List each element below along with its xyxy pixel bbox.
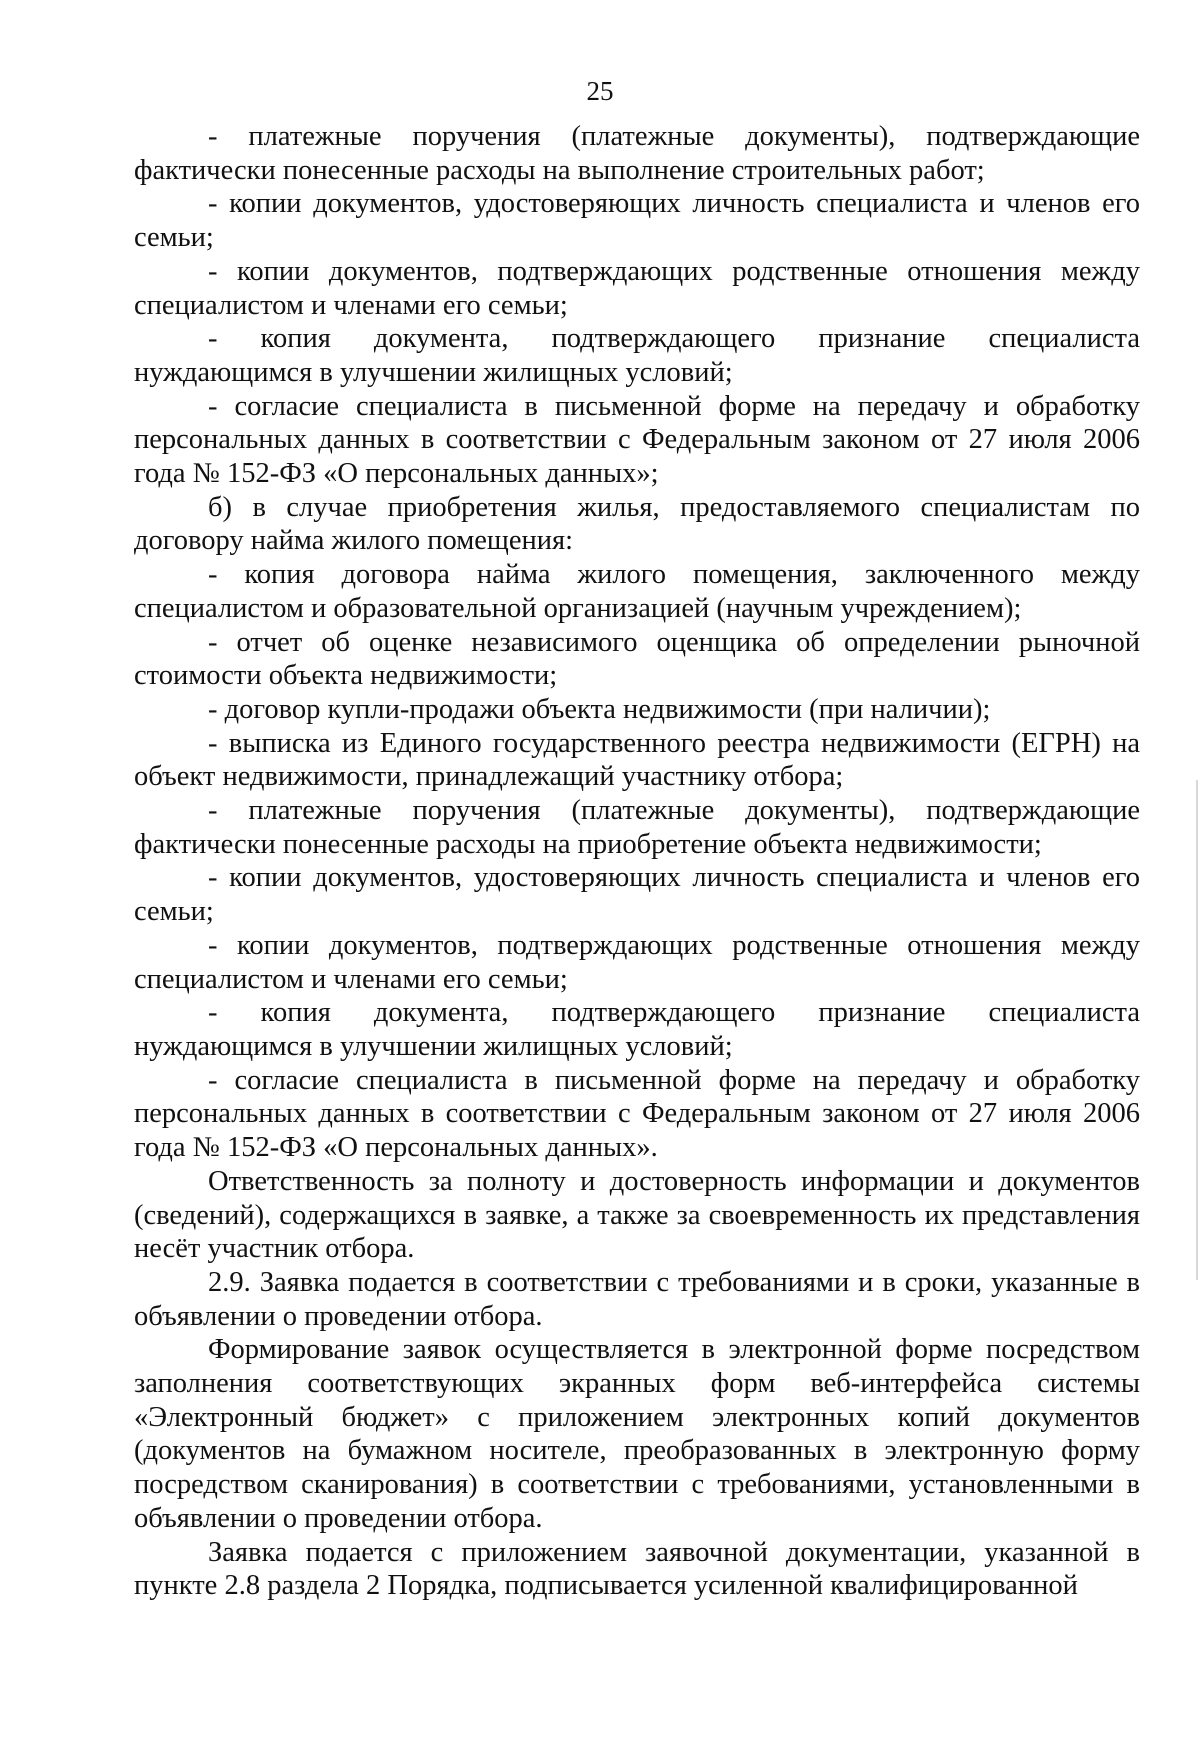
paragraph: - выписка из Единого государственного реестра недвижимости (ЕГРН) на объект недвижимости, принадлежащий участнику отбора; [134,727,1140,793]
paragraph: - копии документов, подтверждающих родственные отношения между специалистом и членами его семьи; [134,929,1140,995]
page-number: 25 [586,76,614,106]
paragraph: - копии документов, подтверждающих родственные отношения между специалистом и членами его семьи; [134,255,1140,321]
paragraph: - договор купли-продажи объекта недвижимости (при наличии); [208,693,991,725]
paragraph: Формирование заявок осуществляется в электронной форме посредством заполнения соответствующих экранных форм веб-интерфейса системы «Электронный бюджет» с приложением электронных копий документов (документов на бумажном носителе, преобразованных в электронную форму посредством сканирования) в соответствии с требованиями, установленными в объявлении о проведении отбора. [134,1334,1140,1534]
paragraph: - копия договора найма жилого помещения, заключенного между специалистом и образовательной организацией (научным учреждением); [134,559,1140,624]
document-body [134,120,1140,1603]
paragraph: - копии документов, удостоверяющих личность специалиста и членов его семьи; [134,188,1140,254]
paragraph: Заявка подается с приложением заявочной документации, указанной в пункте 2.8 раздела 2 Порядка, подписывается усиленной квалифицированной [134,1536,1140,1602]
paragraph: - платежные поручения (платежные документы), подтверждающие фактически понесенные расходы на выполнение строительных работ; [134,121,1140,186]
paragraph: - согласие специалиста в письменной форме на передачу и обработку персональных данных в соответствии с Федеральным законом от 27 июля 2006 года № 152-ФЗ «О персональных данных»; [134,390,1140,490]
scan-edge-line [1196,780,1198,1280]
paragraph: - копия документа, подтверждающего признание специалиста нуждающимся в улучшении жилищных условий; [134,997,1140,1062]
paragraph: - платежные поручения (платежные документы), подтверждающие фактически понесенные расходы на приобретение объекта недвижимости; [134,795,1140,860]
paragraph: - копии документов, удостоверяющих личность специалиста и членов его семьи; [134,862,1140,928]
paragraph: б) в случае приобретения жилья, предоставляемого специалистам по договору найма жилого помещения: [134,491,1140,557]
paragraph: 2.9. Заявка подается в соответствии с требованиями и в сроки, указанные в объявлении о проведении отбора. [134,1266,1140,1332]
paragraph: Ответственность за полноту и достоверность информации и документов (сведений), содержащихся в заявке, а также за своевременность их представления несёт участник отбора. [134,1165,1140,1265]
paragraph: - согласие специалиста в письменной форме на передачу и обработку персональных данных в соответствии с Федеральным законом от 27 июля 2006 года № 152-ФЗ «О персональных данных». [134,1064,1140,1164]
paragraph: - отчет об оценке независимого оценщика об определении рыночной стоимости объекта недвижимости; [134,626,1140,692]
paragraph: - копия документа, подтверждающего признание специалиста нуждающимся в улучшении жилищных условий; [134,323,1140,388]
